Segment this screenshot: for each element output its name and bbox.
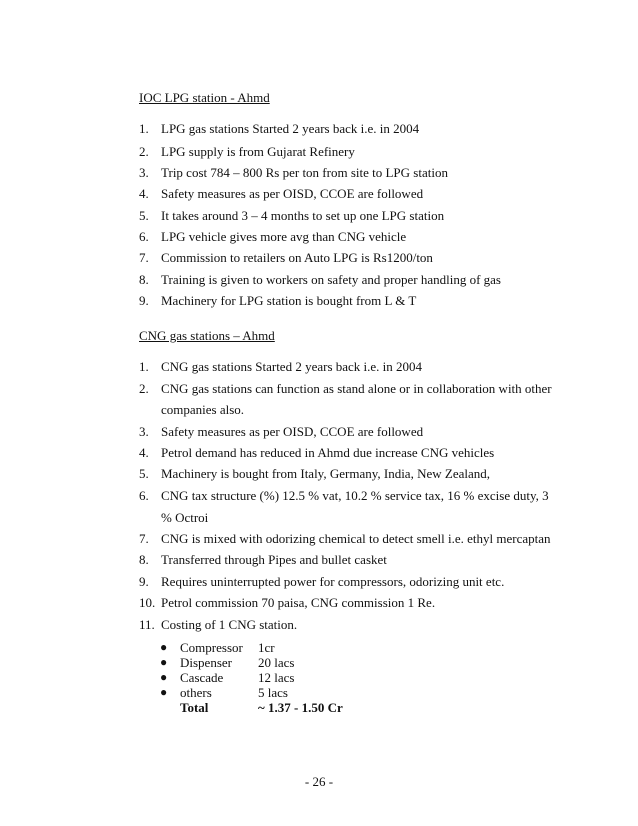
list-item: 10. Petrol commission 70 paisa, CNG commission 1 Re. [139,595,436,610]
page-number: - 26 - [304,774,334,789]
list-item: 2. LPG supply is from Gujarat Refinery [139,144,355,159]
list-item: 1. CNG gas stations Started 2 years back i.e. in 2004 [139,359,423,374]
list-item: 8. Training is given to workers on safety and proper handling of gas [139,272,501,287]
list-item: 9. Requires uninterrupted power for compressors, odorizing unit etc. [139,574,505,589]
section-heading-cng: CNG gas stations – Ahmd [139,328,275,343]
list-item: 7. Commission to retailers on Auto LPG is Rs1200/ton [139,250,433,265]
list-item: 11. Costing of 1 CNG station. [139,617,298,632]
bullet-icon: ● [160,670,168,684]
section-heading-lpg: IOC LPG station - Ahmd [139,90,270,105]
list-item: 4. Safety measures as per OISD, CCOE are followed [139,186,424,201]
bullet-icon: ● [160,640,168,654]
list-item: 6. LPG vehicle gives more avg than CNG vehicle [139,229,407,244]
costing-total-row: Total ~ 1.37 - 1.50 Cr [180,700,343,715]
list-item: 5. It takes around 3 – 4 months to set up one LPG station [139,208,445,223]
list-item: 3. Safety measures as per OISD, CCOE are followed [139,424,424,439]
list-item: 4. Petrol demand has reduced in Ahmd due increase CNG vehicles [139,445,495,460]
list-item-continuation: % Octroi [161,510,209,525]
list-item: 2. CNG gas stations can function as stand alone or in collaboration with other [139,381,552,396]
list-item: 1. LPG gas stations Started 2 years back i.e. in 2004 [139,121,420,136]
list-item: 9. Machinery for LPG station is bought from L & T [139,293,417,308]
list-item: 3. Trip cost 784 – 800 Rs per ton from site to LPG station [139,165,448,180]
list-item: 8. Transferred through Pipes and bullet casket [139,552,387,567]
list-item: 7. CNG is mixed with odorizing chemical to detect smell i.e. ethyl mercaptan [139,531,551,546]
list-item-continuation: companies also. [161,402,245,417]
document-page: IOC LPG station - Ahmd 1. LPG gas stations Started 2 years back i.e. in 2004 2. LPG supply is from Gujarat Refinery 3. Trip cost 784 – 800 Rs per ton from site to LPG station 4. Safety measures as per OISD, CCOE are followed 5. It takes around 3 – 4 months to set up one LPG station 6. LPG vehicle gives more avg than CNG vehicle 7. Commission to retailers on Auto LPG is Rs1200/ton 8. Training is given to workers on safety and proper handling of gas 9. Machinery for LPG station is bought from L & T CNG gas stations – Ahmd 1. CNG gas stations Started 2 years back i.e. in 2004 2. CNG gas stations can function as stand alone or in collaboration with other companies also. 3. Safety measures as per OISD, CCOE are followed 4. Petrol demand has reduced in Ahmd due increase CNG vehicles 5. Machinery is bought from Italy, Germany, India, New Zealand, 6. CNG tax structure (%) 12.5 % vat, 10.2 % service tax, 16 % excise duty, 3 % Octroi 7. CNG is mixed with odorizing chemical to detect smell i.e. ethyl mercaptan 8. Transferred through Pipes and bullet casket 9. Requires uninterrupted power for compressors, odorizing unit etc. 10. Petrol commission 70 paisa, CNG commission 1 Re. 11. Costing of 1 CNG station. ● Compressor 1cr ● Dispenser 20 lacs ● Cascade 12 lacs ● others 5 lacs Total ~ 1.37 - 1.50 Cr - 26 - [0,0,638,826]
bullet-icon: ● [160,655,168,669]
list-item: 5. Machinery is bought from Italy, Germany, India, New Zealand, [139,466,490,481]
list-item: 6. CNG tax structure (%) 12.5 % vat, 10.2 % service tax, 16 % excise duty, 3 [139,488,549,503]
bullet-icon: ● [160,685,168,699]
